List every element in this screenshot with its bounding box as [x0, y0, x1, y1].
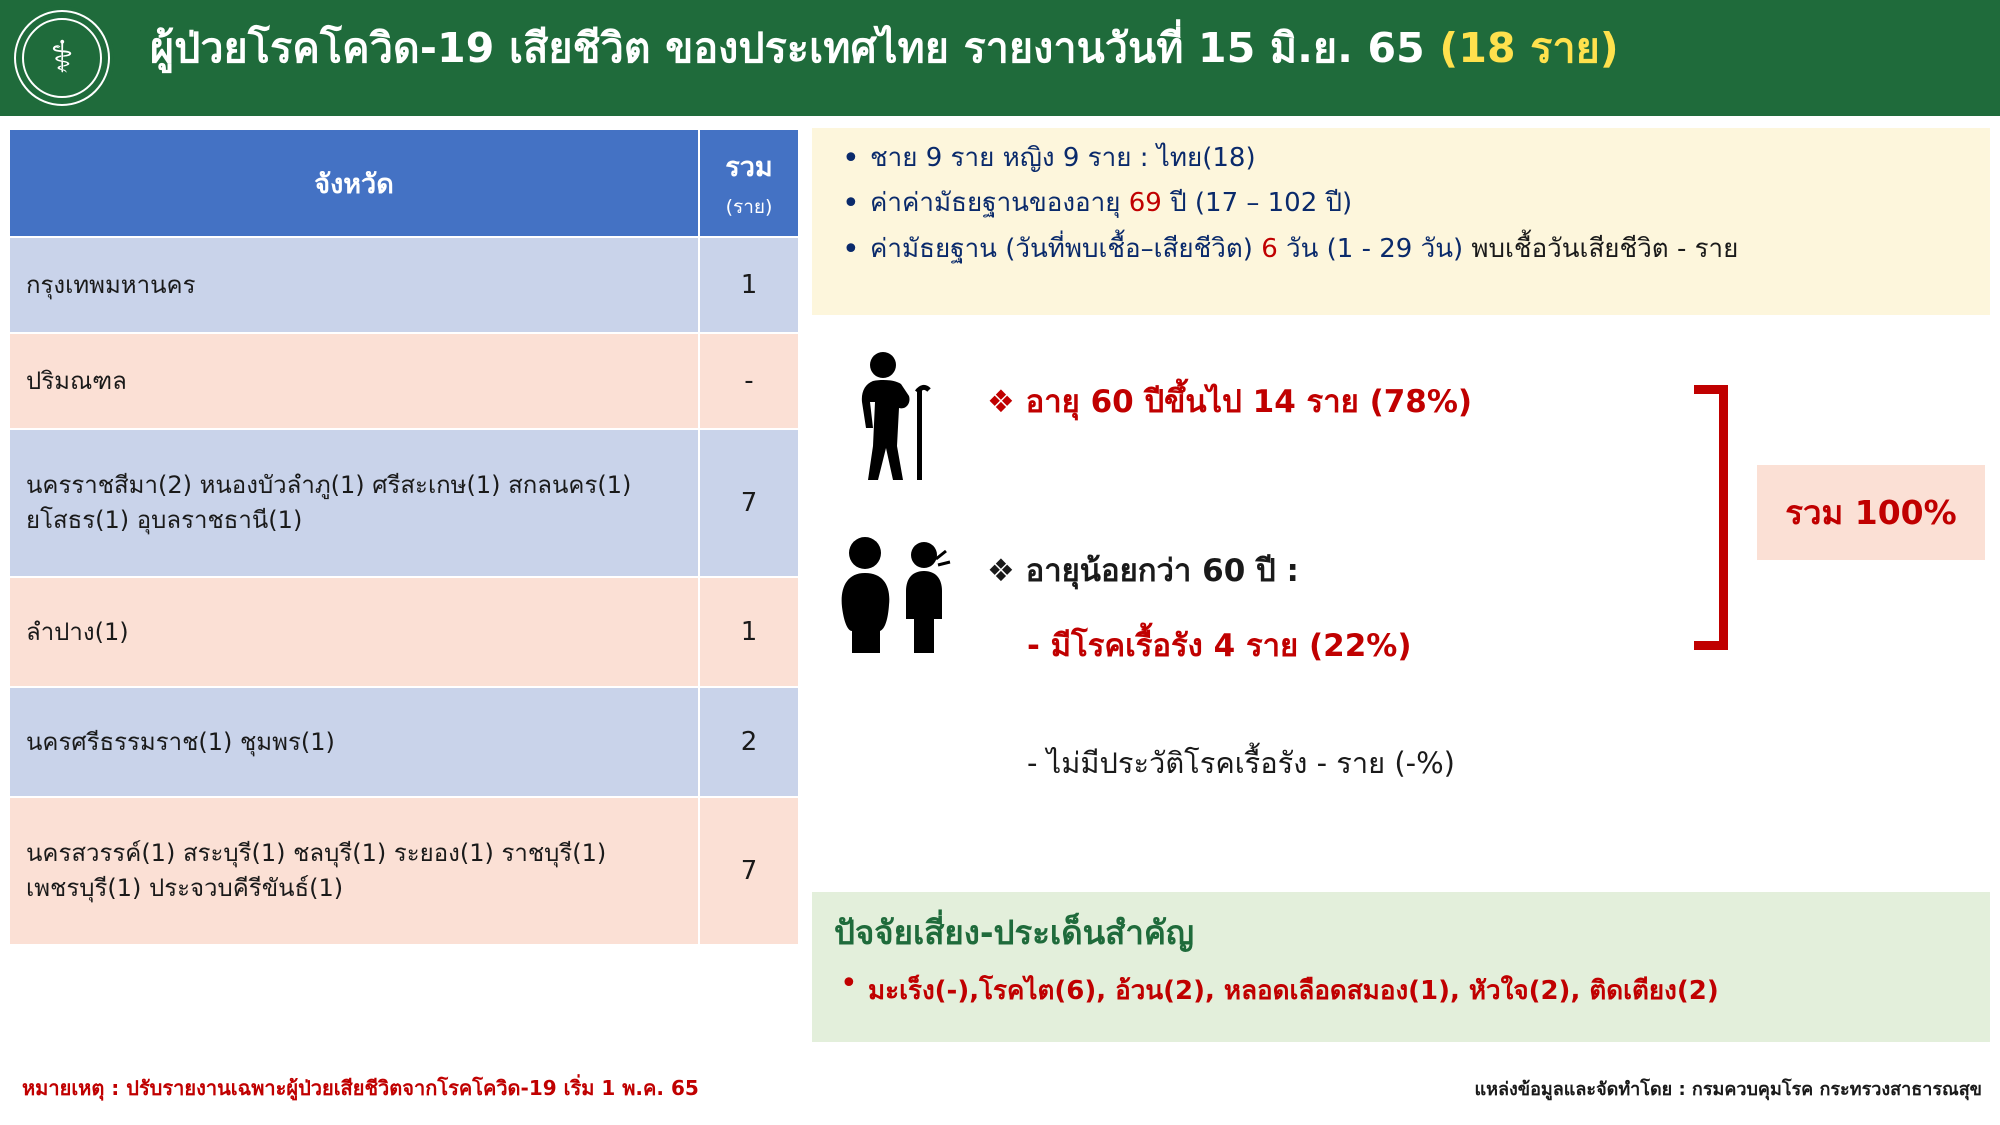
column-header-total [699, 129, 799, 237]
table-cell-total: - [699, 333, 799, 429]
info-median-days-value: 6 [1261, 233, 1278, 264]
column-header-total-label: รวม [725, 151, 773, 183]
risk-factors-box [812, 892, 1990, 1042]
page-header [0, 0, 2000, 116]
column-header-province-label: จังหวัด [314, 168, 394, 200]
column-header-province [9, 129, 699, 237]
info-line-median-age [840, 187, 1990, 220]
table-cell-total: 1 [699, 577, 799, 687]
age-over-60-line: ❖ อายุ 60 ปีขึ้นไป 14 ราย (78%) [987, 384, 1473, 420]
age-breakdown-area [812, 340, 1990, 870]
table-cell-total: 7 [699, 429, 799, 577]
footer-source: แหล่งข้อมูลและจัดทำโดย : กรมควบคุมโรค กระทรวงสาธารณสุข [1474, 1079, 1982, 1100]
age-under-60-line: ❖ อายุน้อยกว่า 60 ปี : [987, 553, 1299, 589]
table-row [9, 577, 799, 687]
two-people-icon [832, 535, 967, 655]
page-title-count: (18 ราย) [1439, 24, 1619, 72]
table-cell-province: นครสวรรค์(1) สระบุรี(1) ชลบุรี(1) ระยอง(1) ราชบุรี(1) เพชรบุรี(1) ประจวบคีรีขันธ์(1) [9, 797, 699, 945]
info-median-age-suffix: ปี (17 – 102 ปี) [1161, 188, 1353, 219]
age-under-60-chronic-line: - มีโรคเรื้อรัง 4 ราย (22%) [1027, 628, 1412, 664]
column-header-total-unit: (ราย) [725, 195, 773, 218]
page-title-main: ผู้ป่วยโรคโควิด-19 เสียชีวิต ของประเทศไทย รายงานวันที่ 15 มิ.ย. 65 [150, 24, 1440, 72]
info-median-age-value: 69 [1128, 188, 1162, 219]
table-cell-province: ปริมณฑล [9, 333, 699, 429]
table-row [9, 797, 799, 945]
table-row [9, 429, 799, 577]
province-table [8, 128, 800, 946]
table-cell-province: นครศรีธรรมราช(1) ชุมพร(1) [9, 687, 699, 797]
table-row [9, 237, 799, 333]
table-cell-total: 7 [699, 797, 799, 945]
page-title [150, 16, 1619, 81]
table-cell-province: กรุงเทพมหานคร [9, 237, 699, 333]
table-header-row [9, 129, 799, 237]
risk-bullet-icon: • [840, 966, 858, 1001]
info-line-sex-text: ชาย 9 ราย หญิง 9 ราย : ไทย(18) [870, 143, 1256, 173]
table-cell-province: นครราชสีมา(2) หนองบัวลำภู(1) ศรีสะเกษ(1) สกลนคร(1) ยโสธร(1) อุบลราชธานี(1) [9, 429, 699, 577]
table-row [9, 687, 799, 797]
info-median-days-prefix: ค่ามัธยฐาน (วันที่พบเชื้อ–เสียชีวิต) [870, 233, 1262, 264]
info-median-days-tail: พบเชื้อวันเสียชีวิต - ราย [1471, 233, 1739, 264]
table-cell-total: 2 [699, 687, 799, 797]
risk-factors-item: มะเร็ง(-),โรคไต(6), อ้วน(2), หลอดเลือดสมอง(1), หัวใจ(2), ติดเตียง(2) [868, 976, 1719, 1006]
table-cell-province: ลำปาง(1) [9, 577, 699, 687]
ministry-of-public-health-emblem-icon: ⚕ [10, 6, 114, 110]
info-line-median-days [840, 233, 1990, 266]
info-median-age-prefix: ค่าค่ามัธยฐานของอายุ [870, 188, 1129, 219]
age-under-60-no-chronic-line: - ไม่มีประวัติโรคเรื้อรัง - ราย (-%) [1027, 746, 1455, 780]
table-cell-total: 1 [699, 237, 799, 333]
table-row [9, 333, 799, 429]
info-median-days-suffix: วัน (1 - 29 วัน) [1277, 233, 1472, 264]
risk-factors-title: ปัจจัยเสี่ยง-ประเด็นสำคัญ [834, 913, 1195, 952]
footer-note: หมายเหตุ : ปรับรายงานเฉพาะผู้ป่วยเสียชีวิตจากโรคโควิด-19 เริ่ม 1 พ.ค. 65 [22, 1076, 699, 1100]
total-bracket [1694, 385, 1728, 650]
province-table-wrapper [8, 128, 798, 946]
summary-info-box [812, 128, 1990, 315]
total-percentage-badge: รวม 100% [1757, 465, 1985, 560]
info-line-sex [840, 142, 1990, 175]
elderly-person-with-cane-icon [837, 350, 947, 485]
